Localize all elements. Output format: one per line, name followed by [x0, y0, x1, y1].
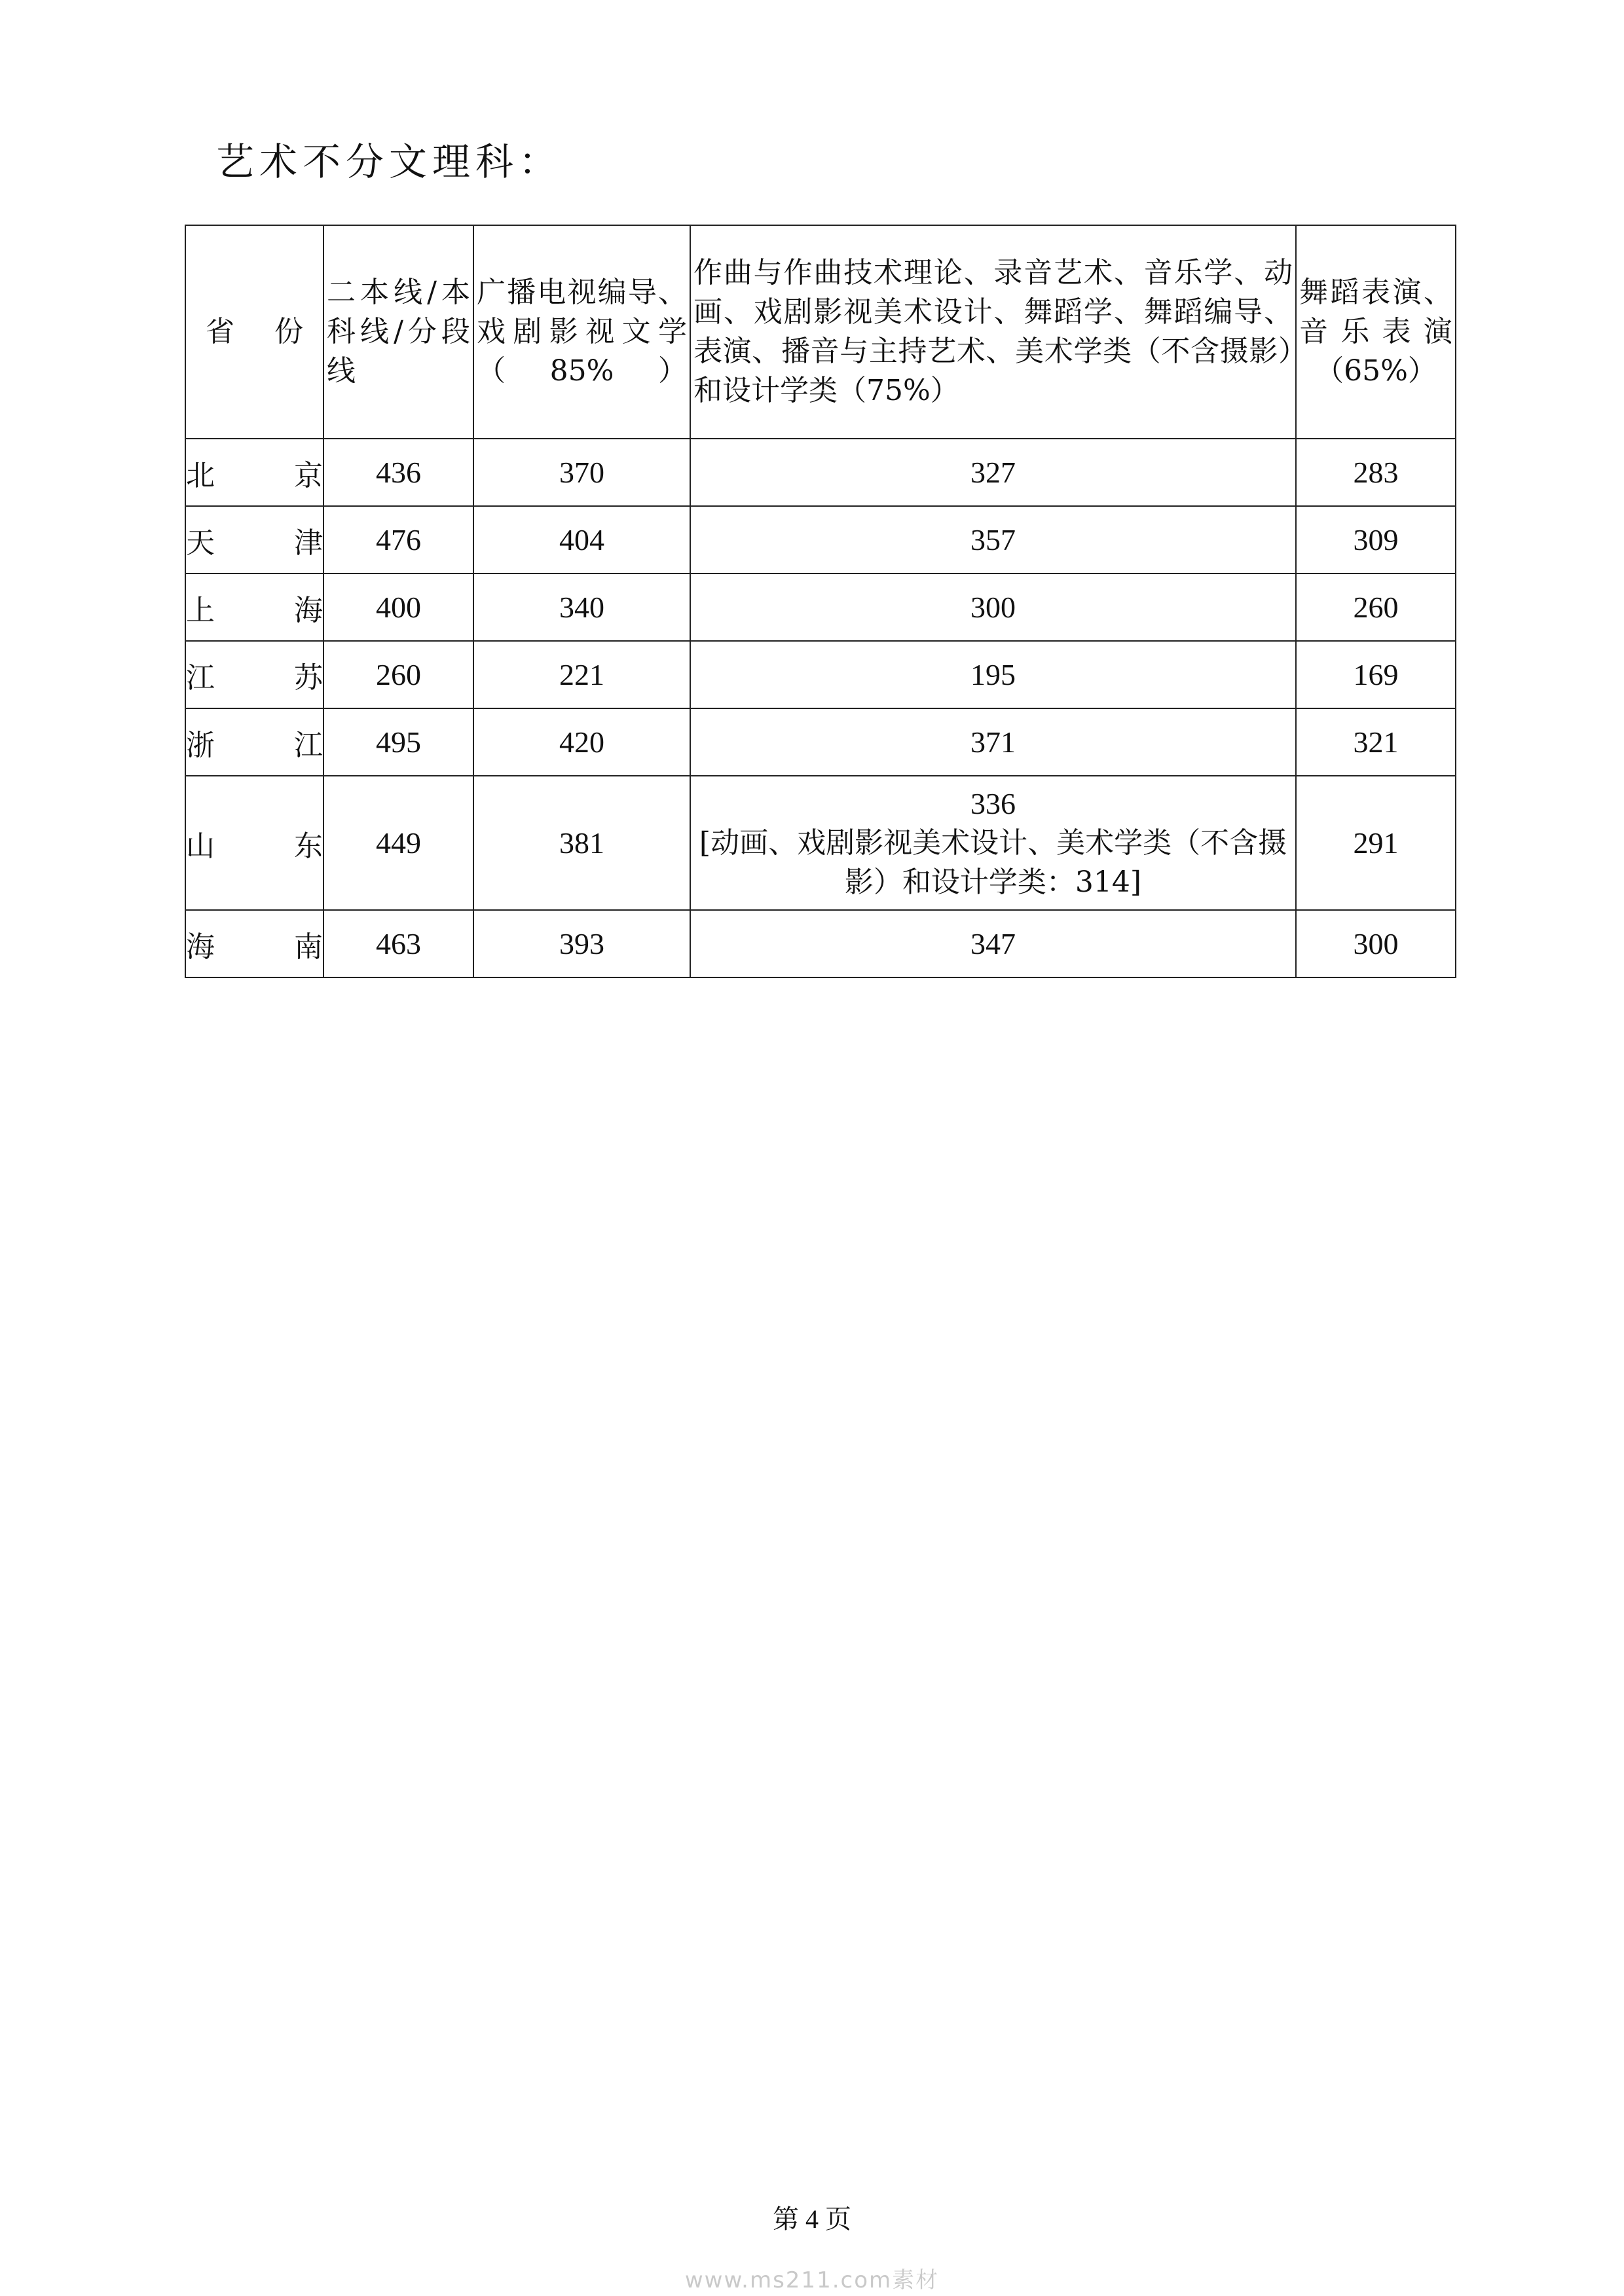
score-85-cell: 340	[473, 574, 690, 641]
page-number: 第 4 页	[773, 2204, 851, 2234]
cutoff-cell: 476	[323, 506, 473, 574]
province-cell: 北京	[185, 439, 323, 506]
header-65-percent: 舞蹈表演、音乐表演（65%）	[1296, 225, 1456, 439]
score-75-cell: 300	[690, 574, 1296, 641]
score-85-cell: 393	[473, 910, 690, 977]
table-row	[185, 776, 1456, 910]
score-65-cell: 309	[1296, 506, 1456, 574]
cutoff-cell: 400	[323, 574, 473, 641]
table-row	[185, 439, 1456, 506]
score-75-cell: 327	[690, 439, 1296, 506]
province-cell: 上海	[185, 574, 323, 641]
province-cell: 天津	[185, 506, 323, 574]
cutoff-cell: 463	[323, 910, 473, 977]
score-85-cell: 420	[473, 708, 690, 776]
province-cell: 山东	[185, 776, 323, 910]
watermark: www.ms211.com素材	[684, 2267, 940, 2293]
province-cell: 浙江	[185, 708, 323, 776]
header-province: 省 份	[185, 225, 323, 439]
header-75-percent: 作曲与作曲技术理论、录音艺术、音乐学、动画、戏剧影视美术设计、舞蹈学、舞蹈编导、表演、播音与主持艺术、美术学类（不含摄影）和设计学类（75%）	[690, 225, 1296, 439]
score-85-cell: 381	[473, 776, 690, 910]
score-75-cell	[690, 776, 1296, 910]
cutoff-cell: 436	[323, 439, 473, 506]
score-75-note: [动画、戏剧影视美术设计、美术学类（不含摄影）和设计学类：314]	[699, 826, 1287, 899]
cutoff-cell: 449	[323, 776, 473, 910]
score-75-cell: 347	[690, 910, 1296, 977]
score-85-cell: 221	[473, 641, 690, 708]
table-row	[185, 574, 1456, 641]
table-row	[185, 910, 1456, 977]
score-75-cell: 195	[690, 641, 1296, 708]
score-65-cell: 291	[1296, 776, 1456, 910]
table-row	[185, 708, 1456, 776]
score-75-value: 336	[970, 786, 1016, 820]
score-65-cell: 321	[1296, 708, 1456, 776]
header-cutoff-line: 二本线/本科线/分段线	[323, 225, 473, 439]
score-65-cell: 260	[1296, 574, 1456, 641]
cutoff-cell: 260	[323, 641, 473, 708]
section-heading: 艺术不分文理科：	[216, 139, 563, 184]
table-header-row	[185, 225, 1456, 439]
cutoff-cell: 495	[323, 708, 473, 776]
province-cell: 海南	[185, 910, 323, 977]
table-row	[185, 506, 1456, 574]
score-65-cell: 300	[1296, 910, 1456, 977]
header-85-percent: 广播电视编导、戏剧影视文学（85%）	[473, 225, 690, 439]
score-75-cell: 357	[690, 506, 1296, 574]
score-table	[185, 225, 1456, 978]
province-cell: 江苏	[185, 641, 323, 708]
table-row	[185, 641, 1456, 708]
score-85-cell: 370	[473, 439, 690, 506]
score-65-cell: 283	[1296, 439, 1456, 506]
score-75-cell: 371	[690, 708, 1296, 776]
score-85-cell: 404	[473, 506, 690, 574]
score-65-cell: 169	[1296, 641, 1456, 708]
